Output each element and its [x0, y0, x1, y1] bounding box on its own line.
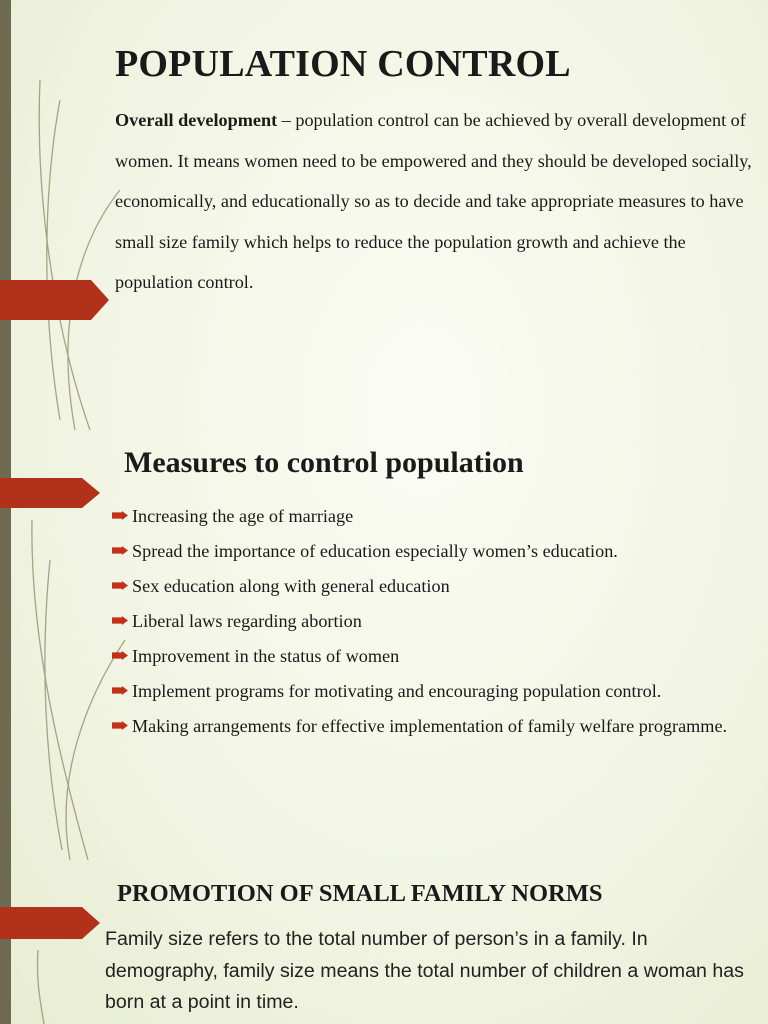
list-item-text: Implement programs for motivating and encouraging population control.: [132, 681, 662, 701]
list-item: [112, 713, 752, 740]
list-item: [112, 608, 752, 635]
list-item-text: Sex education along with general education: [132, 576, 450, 596]
small-family-heading: PROMOTION OF SMALL FAMILY NORMS: [117, 880, 603, 907]
arrow-bullet-icon: [112, 511, 128, 520]
list-item-text: Improvement in the status of women: [132, 646, 400, 666]
overall-development-paragraph: [115, 100, 755, 303]
list-item-text: Liberal laws regarding abortion: [132, 611, 362, 631]
list-item: [112, 678, 752, 705]
arrow-bullet-icon: [112, 651, 128, 660]
list-item: [112, 643, 752, 670]
measures-list: [112, 503, 752, 748]
small-family-paragraph: Family size refers to the total number of person’s in a family. In demography, family size means the total number of children a woman has born at a point in time.: [105, 928, 744, 1013]
measures-heading: Measures to control population: [124, 446, 524, 479]
accent-ribbon: [0, 478, 100, 508]
paragraph-body: – population control can be achieved by overall development of women. It means women need to be empowered and they should be developed socially, economically, and educationally so as to decide and take appropriate measures to have small size family which helps to reduce the population growth and achieve the population control.: [115, 110, 752, 292]
arrow-bullet-icon: [112, 581, 128, 590]
accent-ribbon: [0, 280, 109, 320]
accent-ribbon: [0, 907, 100, 939]
list-item: [112, 503, 752, 530]
arrow-bullet-icon: [112, 686, 128, 695]
list-item: [112, 573, 752, 600]
page-title: POPULATION CONTROL: [115, 43, 571, 85]
list-item-text: Making arrangements for effective implementation of family welfare programme.: [132, 716, 728, 736]
paragraph-lead: Overall development: [115, 110, 278, 130]
arrow-bullet-icon: [112, 616, 128, 625]
list-item: [112, 538, 752, 565]
list-item-text: Spread the importance of education especially women’s education.: [132, 541, 618, 561]
list-item-text: Increasing the age of marriage: [132, 506, 354, 526]
arrow-bullet-icon: [112, 546, 128, 555]
arrow-bullet-icon: [112, 721, 128, 730]
